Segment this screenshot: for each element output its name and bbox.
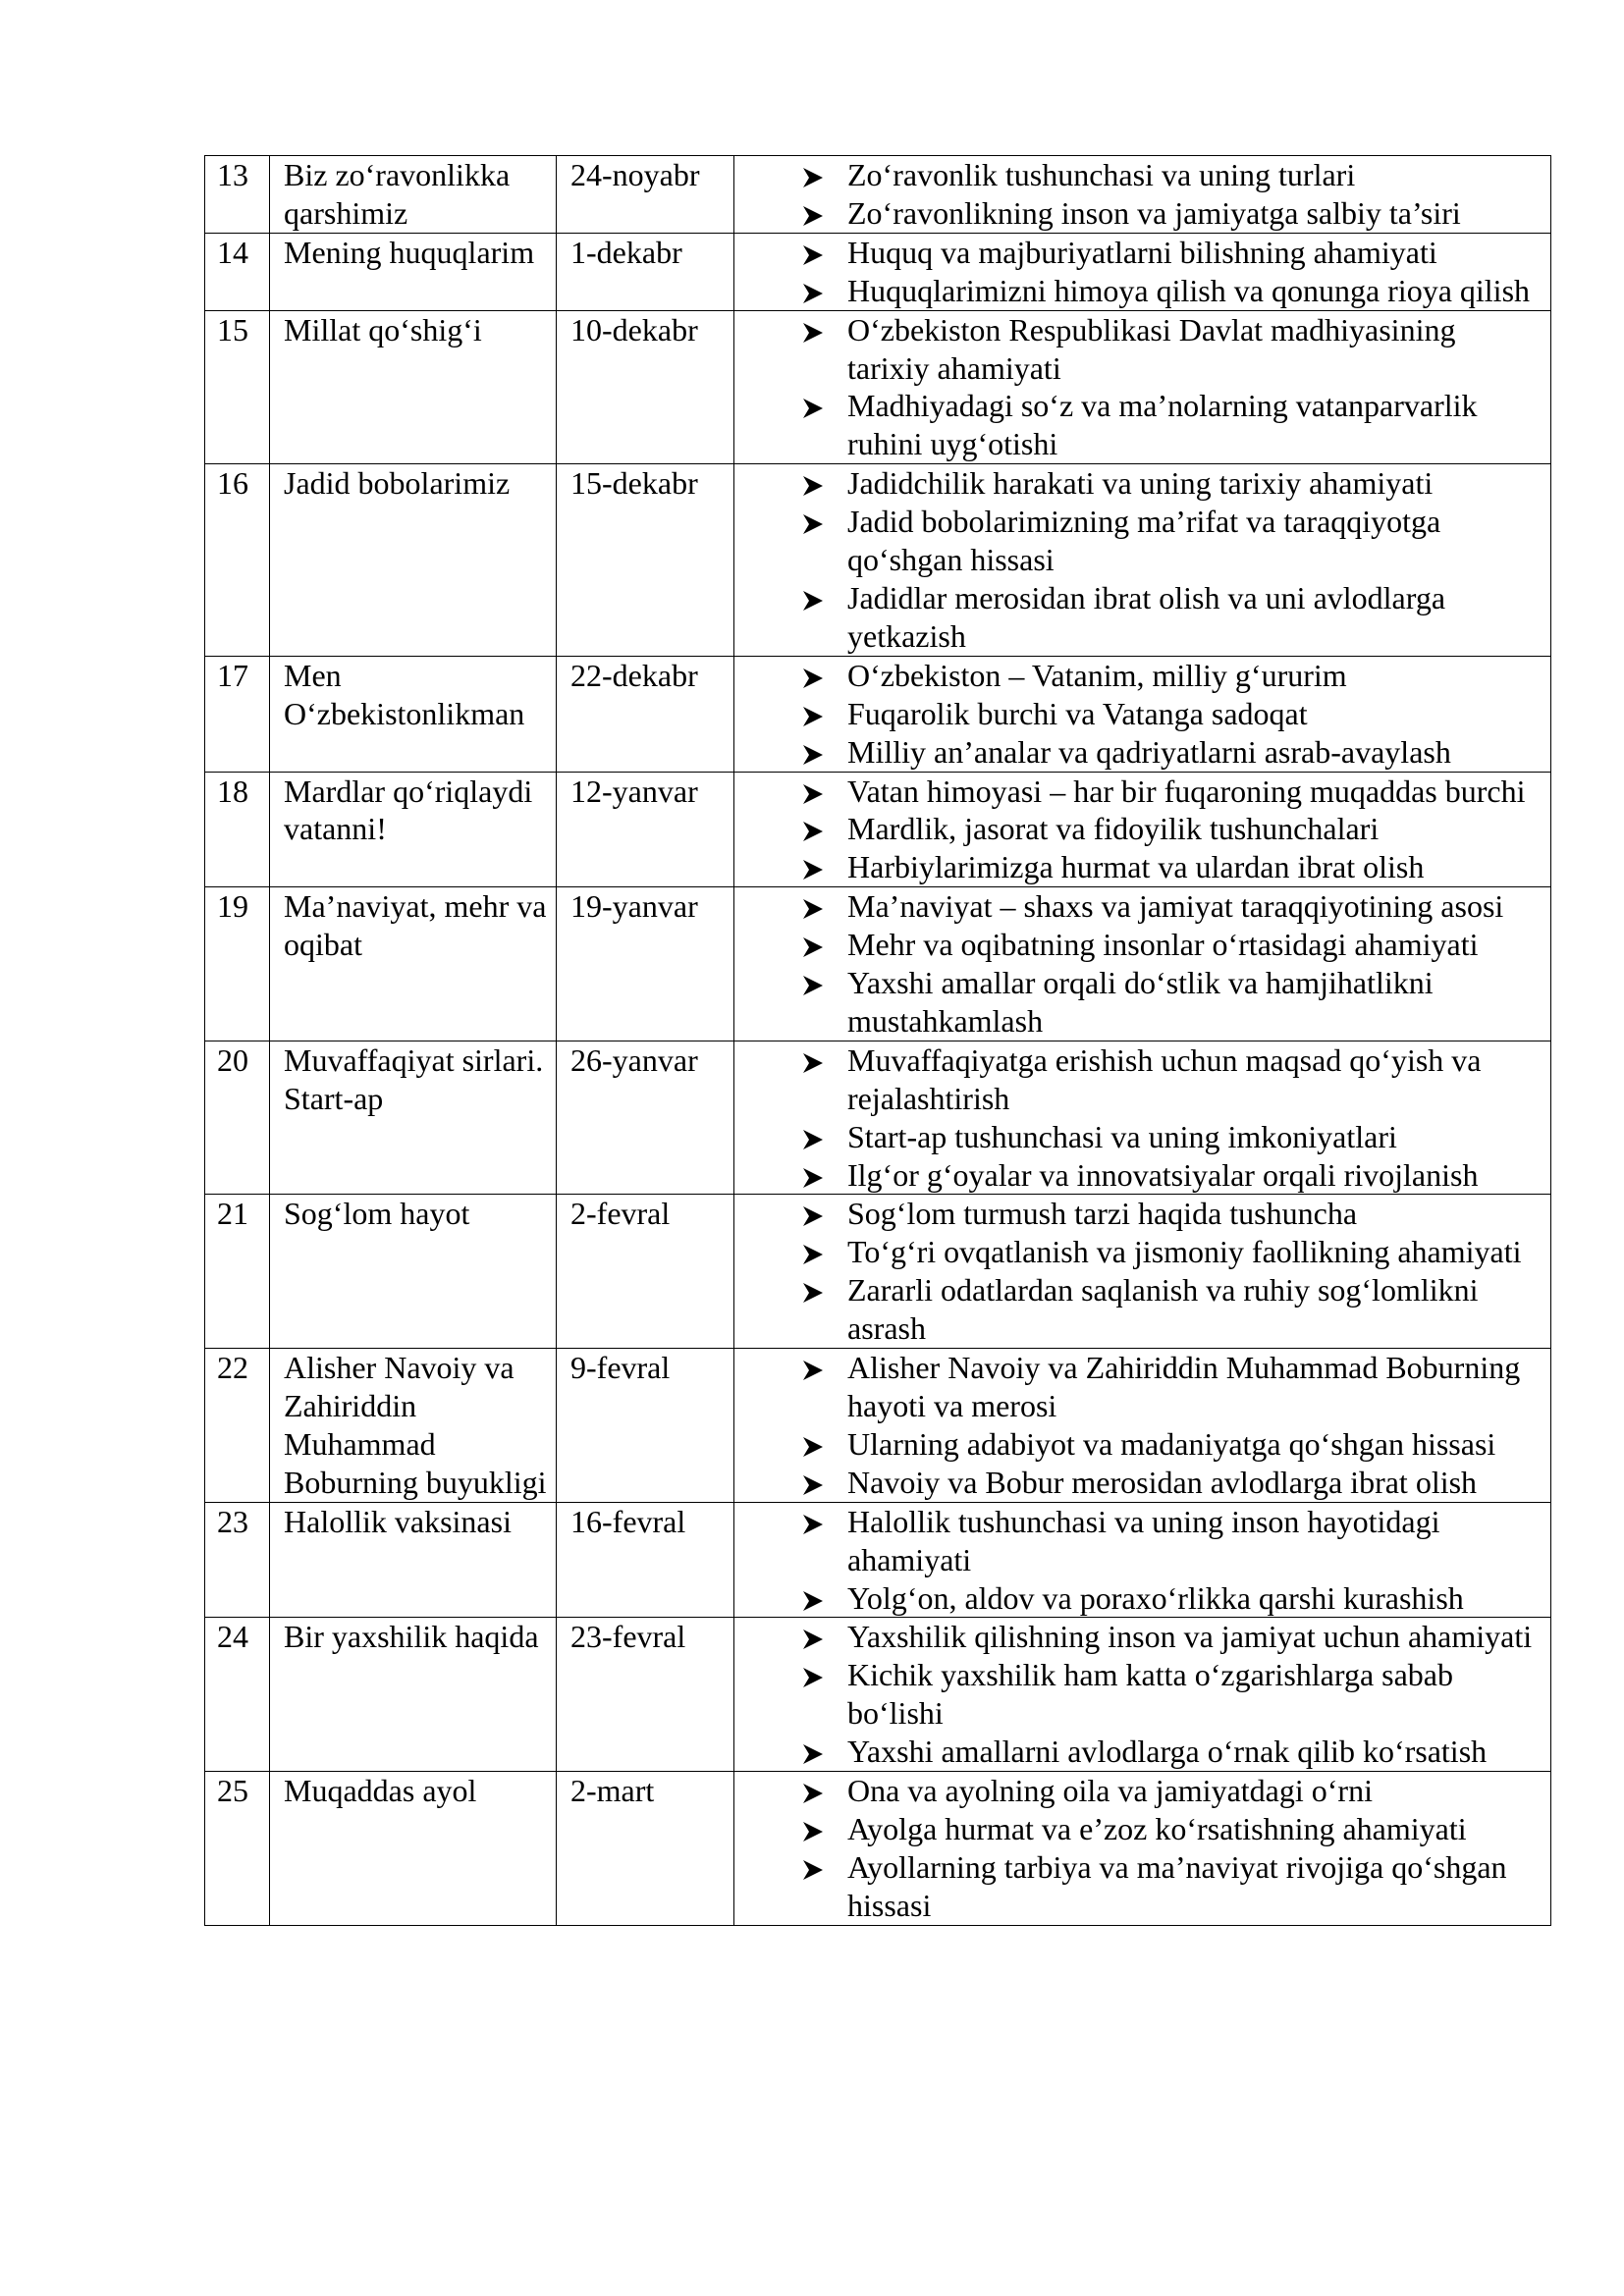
- topic-item: [734, 887, 1544, 926]
- row-date: 9-fevral: [557, 1349, 734, 1503]
- topic-item: [734, 964, 1544, 1041]
- row-date: 16-fevral: [557, 1502, 734, 1618]
- row-number: 15: [205, 310, 270, 464]
- topic-text: Jadidlar merosidan ibrat olish va uni avlodlarga yetkazish: [847, 579, 1446, 654]
- topic-item: [734, 848, 1544, 886]
- row-number: 25: [205, 1772, 270, 1926]
- topic-text: Ayolga hurmat va e’zoz ko‘rsatishning ahamiyati: [847, 1810, 1467, 1846]
- row-date: 23-fevral: [557, 1618, 734, 1772]
- topic-text: Jadidchilik harakati va uning tarixiy ahamiyati: [847, 465, 1434, 502]
- topic-item: [734, 733, 1544, 772]
- arrowhead-bullet-icon: [802, 1156, 841, 1195]
- row-number: 24: [205, 1618, 270, 1772]
- table-row: [205, 156, 1551, 234]
- row-topics: [734, 1349, 1551, 1503]
- topic-text: Mardlik, jasorat va fidoyilik tushunchalari: [847, 811, 1380, 847]
- topic-text: Start-ap tushunchasi va uning imkoniyatlari: [847, 1118, 1397, 1154]
- row-topics: [734, 656, 1551, 772]
- row-topics: [734, 1618, 1551, 1772]
- row-number: 18: [205, 772, 270, 887]
- table-row: [205, 656, 1551, 772]
- row-date: 2-fevral: [557, 1195, 734, 1349]
- topic-item: [734, 464, 1544, 503]
- arrowhead-bullet-icon: [802, 1656, 841, 1694]
- row-date: 12-yanvar: [557, 772, 734, 887]
- topic-text: Madhiyadagi so‘z va ma’nolarning vatanparvarlik ruhini uyg‘otishi: [847, 388, 1478, 462]
- arrowhead-bullet-icon: [802, 1271, 841, 1309]
- arrowhead-bullet-icon: [802, 810, 841, 848]
- arrowhead-bullet-icon: [802, 194, 841, 233]
- topic-item: [734, 1733, 1544, 1771]
- topic-text: Ilg‘or g‘oyalar va innovatsiyalar orqali rivojlanish: [847, 1156, 1479, 1193]
- row-topics: [734, 464, 1551, 657]
- schedule-table-body: [205, 156, 1551, 1926]
- topic-item: [734, 1810, 1544, 1848]
- row-topics: [734, 1772, 1551, 1926]
- topic-text: Halollik tushunchasi va uning inson hayotidagi ahamiyati: [847, 1503, 1440, 1577]
- row-title: Biz zo‘ravonlikka qarshimiz: [270, 156, 557, 234]
- topic-item: [734, 579, 1544, 656]
- row-topics: [734, 1195, 1551, 1349]
- topic-text: O‘zbekiston Respublikasi Davlat madhiyasining tarixiy ahamiyati: [847, 311, 1456, 386]
- row-date: 15-dekabr: [557, 464, 734, 657]
- table-row: [205, 1502, 1551, 1618]
- topic-item: [734, 387, 1544, 463]
- row-title: Alisher Navoiy va Zahiriddin Muhammad Boburning buyukligi: [270, 1349, 557, 1503]
- topic-item: [734, 234, 1544, 272]
- arrowhead-bullet-icon: [802, 887, 841, 926]
- topic-item: [734, 156, 1544, 194]
- row-title: Halollik vaksinasi: [270, 1502, 557, 1618]
- row-topics: [734, 1041, 1551, 1195]
- arrowhead-bullet-icon: [802, 464, 841, 503]
- row-number: 16: [205, 464, 270, 657]
- topic-text: Fuqarolik burchi va Vatanga sadoqat: [847, 695, 1308, 731]
- topic-text: Alisher Navoiy va Zahiriddin Muhammad Boburning hayoti va merosi: [847, 1350, 1521, 1423]
- table-row: [205, 1772, 1551, 1926]
- topic-text: Mehr va oqibatning insonlar o‘rtasidagi ahamiyati: [847, 927, 1479, 963]
- row-topics: [734, 772, 1551, 887]
- row-date: 22-dekabr: [557, 656, 734, 772]
- row-topics: [734, 1502, 1551, 1618]
- table-row: [205, 464, 1551, 657]
- arrowhead-bullet-icon: [802, 1041, 841, 1080]
- arrowhead-bullet-icon: [802, 272, 841, 310]
- table-row: [205, 887, 1551, 1041]
- table-row: [205, 1618, 1551, 1772]
- arrowhead-bullet-icon: [802, 657, 841, 695]
- arrowhead-bullet-icon: [802, 964, 841, 1002]
- topic-item: [734, 926, 1544, 964]
- topic-text: Zo‘ravonlikning inson va jamiyatga salbiy ta’siri: [847, 194, 1461, 231]
- topic-text: Huquq va majburiyatlarni bilishning ahamiyati: [847, 234, 1437, 270]
- topic-text: Yaxshi amallarni avlodlarga o‘rnak qilib ko‘rsatish: [847, 1734, 1488, 1770]
- row-number: 17: [205, 656, 270, 772]
- arrowhead-bullet-icon: [802, 234, 841, 272]
- row-topics: [734, 233, 1551, 310]
- topic-item: [734, 1156, 1544, 1195]
- row-number: 13: [205, 156, 270, 234]
- topic-text: Ularning adabiyot va madaniyatga qo‘shgan hissasi: [847, 1425, 1496, 1462]
- row-date: 19-yanvar: [557, 887, 734, 1041]
- row-title: Muqaddas ayol: [270, 1772, 557, 1926]
- arrowhead-bullet-icon: [802, 1118, 841, 1156]
- row-date: 10-dekabr: [557, 310, 734, 464]
- row-title: Ma’naviyat, mehr va oqibat: [270, 887, 557, 1041]
- row-title: Jadid bobolarimiz: [270, 464, 557, 657]
- arrowhead-bullet-icon: [802, 1810, 841, 1848]
- topic-text: Zararli odatlardan saqlanish va ruhiy sog‘lomlikni asrash: [847, 1272, 1479, 1347]
- topic-item: [734, 1118, 1544, 1156]
- table-row: [205, 1041, 1551, 1195]
- arrowhead-bullet-icon: [802, 1579, 841, 1618]
- topic-item: [734, 194, 1544, 233]
- topic-item: [734, 503, 1544, 579]
- row-title: Bir yaxshilik haqida: [270, 1618, 557, 1772]
- topic-item: [734, 1271, 1544, 1348]
- arrowhead-bullet-icon: [802, 926, 841, 964]
- arrowhead-bullet-icon: [802, 1233, 841, 1271]
- arrowhead-bullet-icon: [802, 1848, 841, 1887]
- row-number: 23: [205, 1502, 270, 1618]
- topic-item: [734, 1656, 1544, 1733]
- topic-text: To‘g‘ri ovqatlanish va jismoniy faollikning ahamiyati: [847, 1234, 1522, 1270]
- topic-text: Zo‘ravonlik tushunchasi va uning turlari: [847, 157, 1356, 192]
- topic-text: Milliy an’analar va qadriyatlarni asrab-avaylash: [847, 733, 1451, 770]
- arrowhead-bullet-icon: [802, 848, 841, 886]
- row-number: 22: [205, 1349, 270, 1503]
- arrowhead-bullet-icon: [802, 1425, 841, 1464]
- topic-item: [734, 1041, 1544, 1118]
- row-title: Millat qo‘shig‘i: [270, 310, 557, 464]
- topic-item: [734, 1464, 1544, 1502]
- arrowhead-bullet-icon: [802, 503, 841, 541]
- row-date: 1-dekabr: [557, 233, 734, 310]
- topic-text: Navoiy va Bobur merosidan avlodlarga ibrat olish: [847, 1464, 1478, 1500]
- arrowhead-bullet-icon: [802, 1503, 841, 1541]
- row-number: 21: [205, 1195, 270, 1349]
- arrowhead-bullet-icon: [802, 773, 841, 811]
- row-title: Sog‘lom hayot: [270, 1195, 557, 1349]
- topic-item: [734, 1503, 1544, 1579]
- topic-item: [734, 311, 1544, 388]
- table-row: [205, 310, 1551, 464]
- topic-item: [734, 1195, 1544, 1233]
- row-title: Muvaffaqiyat sirlari. Start-ap: [270, 1041, 557, 1195]
- row-topics: [734, 156, 1551, 234]
- arrowhead-bullet-icon: [802, 387, 841, 425]
- table-row: [205, 233, 1551, 310]
- topic-item: [734, 773, 1544, 811]
- topic-text: Harbiylarimizga hurmat va ulardan ibrat olish: [847, 849, 1425, 885]
- topic-text: Yolg‘on, aldov va poraxo‘rlikka qarshi kurashish: [847, 1579, 1464, 1616]
- topic-text: Sog‘lom turmush tarzi haqida tushuncha: [847, 1196, 1358, 1232]
- topic-item: [734, 1579, 1544, 1618]
- arrowhead-bullet-icon: [802, 1464, 841, 1502]
- arrowhead-bullet-icon: [802, 311, 841, 349]
- row-date: 2-mart: [557, 1772, 734, 1926]
- row-topics: [734, 887, 1551, 1041]
- arrowhead-bullet-icon: [802, 1195, 841, 1233]
- topic-item: [734, 657, 1544, 695]
- schedule-table: [204, 155, 1551, 1926]
- topic-text: Ma’naviyat – shaxs va jamiyat taraqqiyotining asosi: [847, 888, 1504, 925]
- row-date: 24-noyabr: [557, 156, 734, 234]
- topic-text: O‘zbekiston – Vatanim, milliy g‘ururim: [847, 657, 1347, 693]
- topic-item: [734, 1425, 1544, 1464]
- topic-item: [734, 1772, 1544, 1810]
- row-title: Mardlar qo‘riqlaydi vatanni!: [270, 772, 557, 887]
- row-number: 19: [205, 887, 270, 1041]
- table-row: [205, 1195, 1551, 1349]
- topic-item: [734, 1618, 1544, 1656]
- topic-item: [734, 1233, 1544, 1271]
- topic-text: Yaxshi amallar orqali do‘stlik va hamjihatlikni mustahkamlash: [847, 965, 1434, 1039]
- arrowhead-bullet-icon: [802, 579, 841, 617]
- row-number: 14: [205, 233, 270, 310]
- topic-text: Muvaffaqiyatga erishish uchun maqsad qo‘yish va rejalashtirish: [847, 1041, 1482, 1116]
- topic-text: Kichik yaxshilik ham katta o‘zgarishlarga sabab bo‘lishi: [847, 1657, 1453, 1732]
- topic-text: Jadid bobolarimizning ma’rifat va taraqqiyotga qo‘shgan hissasi: [847, 504, 1441, 578]
- arrowhead-bullet-icon: [802, 1618, 841, 1656]
- topic-text: Yaxshilik qilishning inson va jamiyat uchun ahamiyati: [847, 1619, 1533, 1655]
- topic-item: [734, 810, 1544, 848]
- table-row: [205, 1349, 1551, 1503]
- row-topics: [734, 310, 1551, 464]
- topic-item: [734, 1848, 1544, 1925]
- table-row: [205, 772, 1551, 887]
- arrowhead-bullet-icon: [802, 733, 841, 772]
- arrowhead-bullet-icon: [802, 1349, 841, 1387]
- arrowhead-bullet-icon: [802, 1733, 841, 1771]
- topic-item: [734, 1349, 1544, 1425]
- row-title: Men O‘zbekistonlikman: [270, 656, 557, 772]
- arrowhead-bullet-icon: [802, 1772, 841, 1810]
- arrowhead-bullet-icon: [802, 156, 841, 194]
- topic-item: [734, 272, 1544, 310]
- row-date: 26-yanvar: [557, 1041, 734, 1195]
- topic-item: [734, 695, 1544, 733]
- row-number: 20: [205, 1041, 270, 1195]
- topic-text: Huquqlarimizni himoya qilish va qonunga rioya qilish: [847, 272, 1531, 308]
- arrowhead-bullet-icon: [802, 695, 841, 733]
- row-title: Mening huquqlarim: [270, 233, 557, 310]
- topic-text: Ona va ayolning oila va jamiyatdagi o‘rni: [847, 1773, 1373, 1809]
- topic-text: Ayollarning tarbiya va ma’naviyat rivojiga qo‘shgan hissasi: [847, 1848, 1507, 1923]
- topic-text: Vatan himoyasi – har bir fuqaroning muqaddas burchi: [847, 773, 1526, 809]
